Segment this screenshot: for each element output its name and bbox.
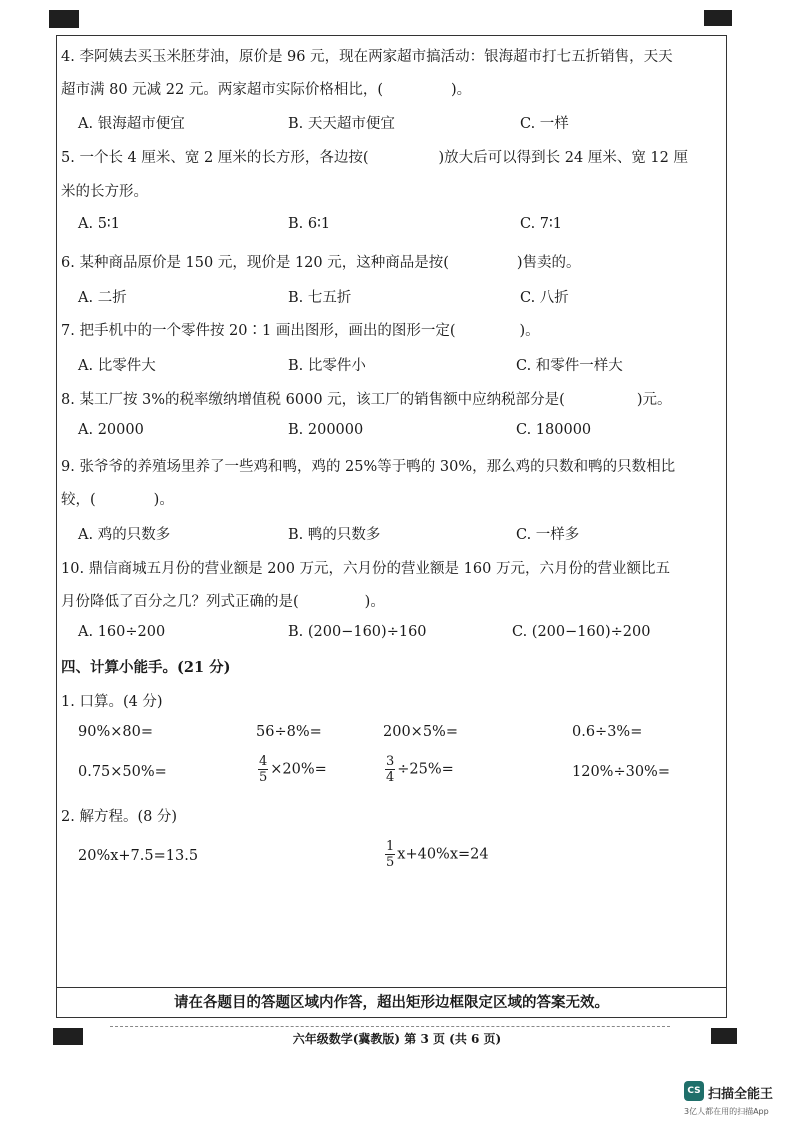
oral-problem: $\frac{4}{5}$ ×20%= bbox=[259, 754, 327, 785]
oral-problem: 200×5%= bbox=[383, 724, 458, 740]
fraction: $\frac{1}{5}$ bbox=[386, 839, 395, 870]
answer-area-notice: 请在各题目的答题区域内作答，超出矩形边框限定区域的答案无效。 bbox=[57, 987, 726, 1017]
brand-tagline: 3亿人都在用的扫描App bbox=[684, 1107, 769, 1116]
question-10-line-1: 10. 鼎信商城五月份的营业额是 200 万元，六月份的营业额是 160 万元，六月份的营业额比五 bbox=[61, 561, 670, 577]
option-b: B. 鸭的只数多 bbox=[288, 527, 381, 543]
oral-problem: 120%÷30%= bbox=[572, 764, 670, 780]
camscanner-logo-icon: CS bbox=[684, 1081, 704, 1101]
question-5-line-1: 5. 一个长 4 厘米、宽 2 厘米的长方形，各边按( )放大后可以得到长 24 厘米、宽 12 厘 bbox=[61, 150, 688, 166]
question-4-line-1: 4. 李阿姨去买玉米胚芽油，原价是 96 元，现在两家超市搞活动：银海超市打七五折销售，天天 bbox=[61, 49, 673, 65]
footer-divider bbox=[110, 1026, 670, 1027]
option-a: A. 160÷200 bbox=[78, 624, 166, 640]
question-8-line-1: 8. 某工厂按 3%的税率缴纳增值税 6000 元，该工厂的销售额中应纳税部分是( )元。 bbox=[61, 392, 672, 408]
option-b: B. 天天超市便宜 bbox=[288, 116, 395, 132]
question-6-line-1: 6. 某种商品原价是 150 元，现价是 120 元，这种商品是按( )售卖的。 bbox=[61, 255, 581, 271]
option-c: C. 一样多 bbox=[516, 527, 580, 543]
oral-problem: 0.6÷3%= bbox=[572, 724, 643, 740]
option-a: A. 20000 bbox=[78, 422, 144, 438]
question-10-line-2: 月份降低了百分之几？列式正确的是( )。 bbox=[61, 594, 385, 610]
brand-name: 扫描全能王 bbox=[708, 1087, 774, 1102]
option-c: C. 一样 bbox=[520, 116, 569, 132]
equation: 20%x+7.5=13.5 bbox=[78, 848, 199, 864]
option-b: B. 七五折 bbox=[288, 290, 352, 306]
section-title: 四、计算小能手。(21 分) bbox=[61, 659, 231, 676]
question-9-line-2: 较，( )。 bbox=[61, 492, 174, 508]
oral-problem: 0.75×50%= bbox=[78, 764, 167, 780]
option-a: A. 二折 bbox=[78, 290, 127, 306]
option-c: C. 180000 bbox=[516, 422, 592, 438]
registration-mark bbox=[704, 10, 732, 26]
oral-problem: 90%×80= bbox=[78, 724, 153, 740]
option-a: A. 鸡的只数多 bbox=[78, 527, 171, 543]
option-a: A. 5∶1 bbox=[78, 216, 120, 232]
option-b: B. 比零件小 bbox=[288, 358, 366, 374]
oral-problem: 56÷8%= bbox=[256, 724, 322, 740]
registration-mark bbox=[49, 10, 79, 28]
question-5-line-2: 米的长方形。 bbox=[61, 184, 148, 200]
subsection-solve-equations: 2. 解方程。(8 分) bbox=[61, 809, 178, 825]
option-c: C. 八折 bbox=[520, 290, 569, 306]
option-a: A. 银海超市便宜 bbox=[78, 116, 185, 132]
page-footer: 六年级数学(冀教版) 第 3 页 (共 6 页) bbox=[292, 1032, 502, 1046]
question-7-line-1: 7. 把手机中的一个零件按 20∶1 画出图形，画出的图形一定( )。 bbox=[61, 323, 540, 339]
fraction: $\frac{4}{5}$ bbox=[259, 754, 268, 785]
option-a: A. 比零件大 bbox=[78, 358, 156, 374]
fraction: $\frac{3}{4}$ bbox=[386, 754, 395, 785]
question-9-line-1: 9. 张爷爷的养殖场里养了一些鸡和鸭，鸡的 25%等于鸭的 30%，那么鸡的只数和鸭的只数相比 bbox=[61, 459, 676, 475]
option-c: C. 7∶1 bbox=[520, 216, 563, 232]
option-b: B. 6∶1 bbox=[288, 216, 331, 232]
equation: $\frac{1}{5}$ x+40%x=24 bbox=[386, 839, 489, 870]
subsection-oral-arithmetic: 1. 口算。(4 分) bbox=[61, 694, 163, 710]
option-c: C. (200−160)÷200 bbox=[512, 624, 651, 640]
question-4-line-2: 超市满 80 元减 22 元。两家超市实际价格相比，( )。 bbox=[61, 82, 472, 98]
oral-problem: $\frac{3}{4}$ ÷25%= bbox=[386, 754, 454, 785]
option-c: C. 和零件一样大 bbox=[516, 358, 623, 374]
option-b: B. 200000 bbox=[288, 422, 364, 438]
option-b: B. (200−160)÷160 bbox=[288, 624, 427, 640]
